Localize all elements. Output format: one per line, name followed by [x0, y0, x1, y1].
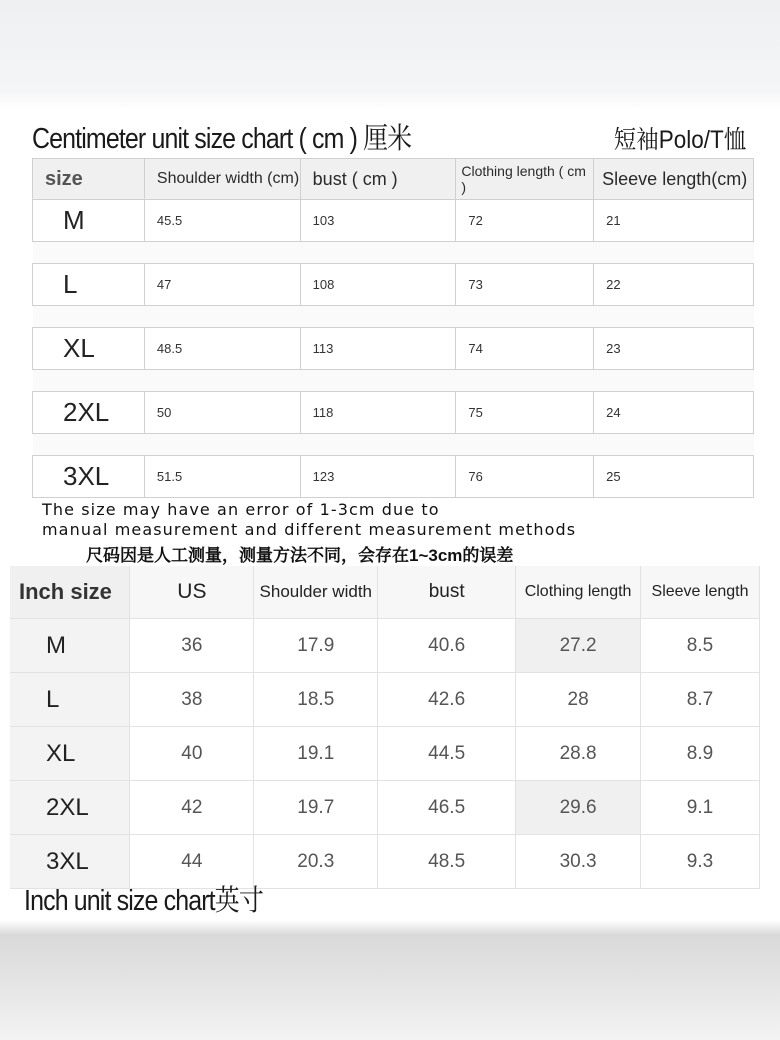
- inch-table-row: [10, 727, 760, 781]
- cm-row-spacer: [33, 306, 754, 328]
- cm-sleeve-cell: 23: [594, 328, 754, 370]
- cm-spacer-cell: [33, 370, 754, 392]
- cm-shoulder-cell: 50: [144, 392, 300, 434]
- inch-table-row: [10, 673, 760, 727]
- inch-length-cell: 30.3: [516, 835, 641, 889]
- cm-header-size: size: [33, 159, 145, 200]
- inch-size-cell: 2XL: [10, 781, 130, 835]
- measurement-note-en: [42, 500, 576, 540]
- inch-bust-cell: 42.6: [378, 673, 516, 727]
- cm-length-cell: 74: [456, 328, 594, 370]
- inch-table-row: [10, 781, 760, 835]
- cm-bust-cell: 118: [300, 392, 456, 434]
- inch-us-cell: 36: [130, 619, 254, 673]
- cm-size-cell: L: [33, 264, 145, 306]
- cm-size-table: [32, 158, 754, 498]
- cm-shoulder-cell: 48.5: [144, 328, 300, 370]
- cm-row-spacer: [33, 370, 754, 392]
- inch-length-cell: 27.2: [516, 619, 641, 673]
- inch-bust-cell: 46.5: [378, 781, 516, 835]
- cm-size-cell: M: [33, 200, 145, 242]
- cm-bust-cell: 108: [300, 264, 456, 306]
- cm-sleeve-cell: 25: [594, 456, 754, 498]
- inch-size-cell: XL: [10, 727, 130, 781]
- inch-bust-cell: 40.6: [378, 619, 516, 673]
- inch-header-size: Inch size: [10, 566, 130, 619]
- inch-shoulder-cell: 19.1: [254, 727, 378, 781]
- cm-header-bust: bust ( cm ): [300, 159, 456, 200]
- inch-length-cell: 28.8: [516, 727, 641, 781]
- inch-sleeve-cell: 8.9: [641, 727, 760, 781]
- cm-sleeve-cell: 22: [594, 264, 754, 306]
- cm-bust-cell: 123: [300, 456, 456, 498]
- cm-length-cell: 75: [456, 392, 594, 434]
- cm-shoulder-cell: 45.5: [144, 200, 300, 242]
- cm-shoulder-cell: 51.5: [144, 456, 300, 498]
- inch-length-cell: 28: [516, 673, 641, 727]
- cm-chart-title: Centimeter unit size chart ( cm ) 厘米: [32, 123, 412, 155]
- inch-size-cell: L: [10, 673, 130, 727]
- cm-header-sleeve: Sleeve length(cm): [594, 159, 754, 200]
- inch-shoulder-cell: 17.9: [254, 619, 378, 673]
- cm-spacer-cell: [33, 306, 754, 328]
- cm-size-cell: XL: [33, 328, 145, 370]
- inch-us-cell: 40: [130, 727, 254, 781]
- cm-sleeve-cell: 21: [594, 200, 754, 242]
- cm-table-row: [33, 200, 754, 242]
- inch-sleeve-cell: 9.1: [641, 781, 760, 835]
- inch-chart-title: Inch unit size chart英寸: [24, 885, 263, 917]
- cm-sleeve-cell: 24: [594, 392, 754, 434]
- inch-shoulder-cell: 18.5: [254, 673, 378, 727]
- inch-size-table: [10, 566, 760, 889]
- measurement-note-cn: 尺码因是人工测量，测量方法不同，会存在1~3cm的误差: [86, 546, 514, 565]
- inch-bust-cell: 44.5: [378, 727, 516, 781]
- cm-header-length: Clothing length ( cm ): [456, 159, 594, 200]
- inch-us-cell: 38: [130, 673, 254, 727]
- inch-header-row: [10, 566, 760, 619]
- inch-bust-cell: 48.5: [378, 835, 516, 889]
- note-en-line1: The size may have an error of 1-3cm due to: [42, 500, 440, 519]
- cm-size-cell: 2XL: [33, 392, 145, 434]
- inch-header-bust: bust: [378, 566, 516, 619]
- cm-length-cell: 73: [456, 264, 594, 306]
- cm-chart-subtitle: 短袖Polo/T恤: [613, 126, 746, 154]
- cm-table-row: [33, 392, 754, 434]
- cm-row-spacer: [33, 242, 754, 264]
- cm-bust-cell: 113: [300, 328, 456, 370]
- inch-header-shoulder: Shoulder width: [254, 566, 378, 619]
- cm-spacer-cell: [33, 242, 754, 264]
- cm-row-spacer: [33, 434, 754, 456]
- inch-header-us: US: [130, 566, 254, 619]
- cm-header-row: [33, 159, 754, 200]
- inch-size-cell: 3XL: [10, 835, 130, 889]
- note-en-line2: manual measurement and different measurement methods: [42, 520, 577, 539]
- inch-sleeve-cell: 9.3: [641, 835, 760, 889]
- inch-us-cell: 44: [130, 835, 254, 889]
- cm-spacer-cell: [33, 434, 754, 456]
- cm-header-shoulder: Shoulder width (cm): [144, 159, 300, 200]
- cm-size-cell: 3XL: [33, 456, 145, 498]
- cm-table-row: [33, 456, 754, 498]
- cm-table-row: [33, 264, 754, 306]
- inch-sleeve-cell: 8.5: [641, 619, 760, 673]
- inch-shoulder-cell: 19.7: [254, 781, 378, 835]
- inch-size-cell: M: [10, 619, 130, 673]
- inch-header-length: Clothing length: [516, 566, 641, 619]
- cm-table-row: [33, 328, 754, 370]
- inch-sleeve-cell: 8.7: [641, 673, 760, 727]
- cm-bust-cell: 103: [300, 200, 456, 242]
- inch-us-cell: 42: [130, 781, 254, 835]
- cm-length-cell: 76: [456, 456, 594, 498]
- inch-header-sleeve: Sleeve length: [641, 566, 760, 619]
- inch-table-row: [10, 619, 760, 673]
- inch-shoulder-cell: 20.3: [254, 835, 378, 889]
- cm-shoulder-cell: 47: [144, 264, 300, 306]
- cm-length-cell: 72: [456, 200, 594, 242]
- inch-length-cell: 29.6: [516, 781, 641, 835]
